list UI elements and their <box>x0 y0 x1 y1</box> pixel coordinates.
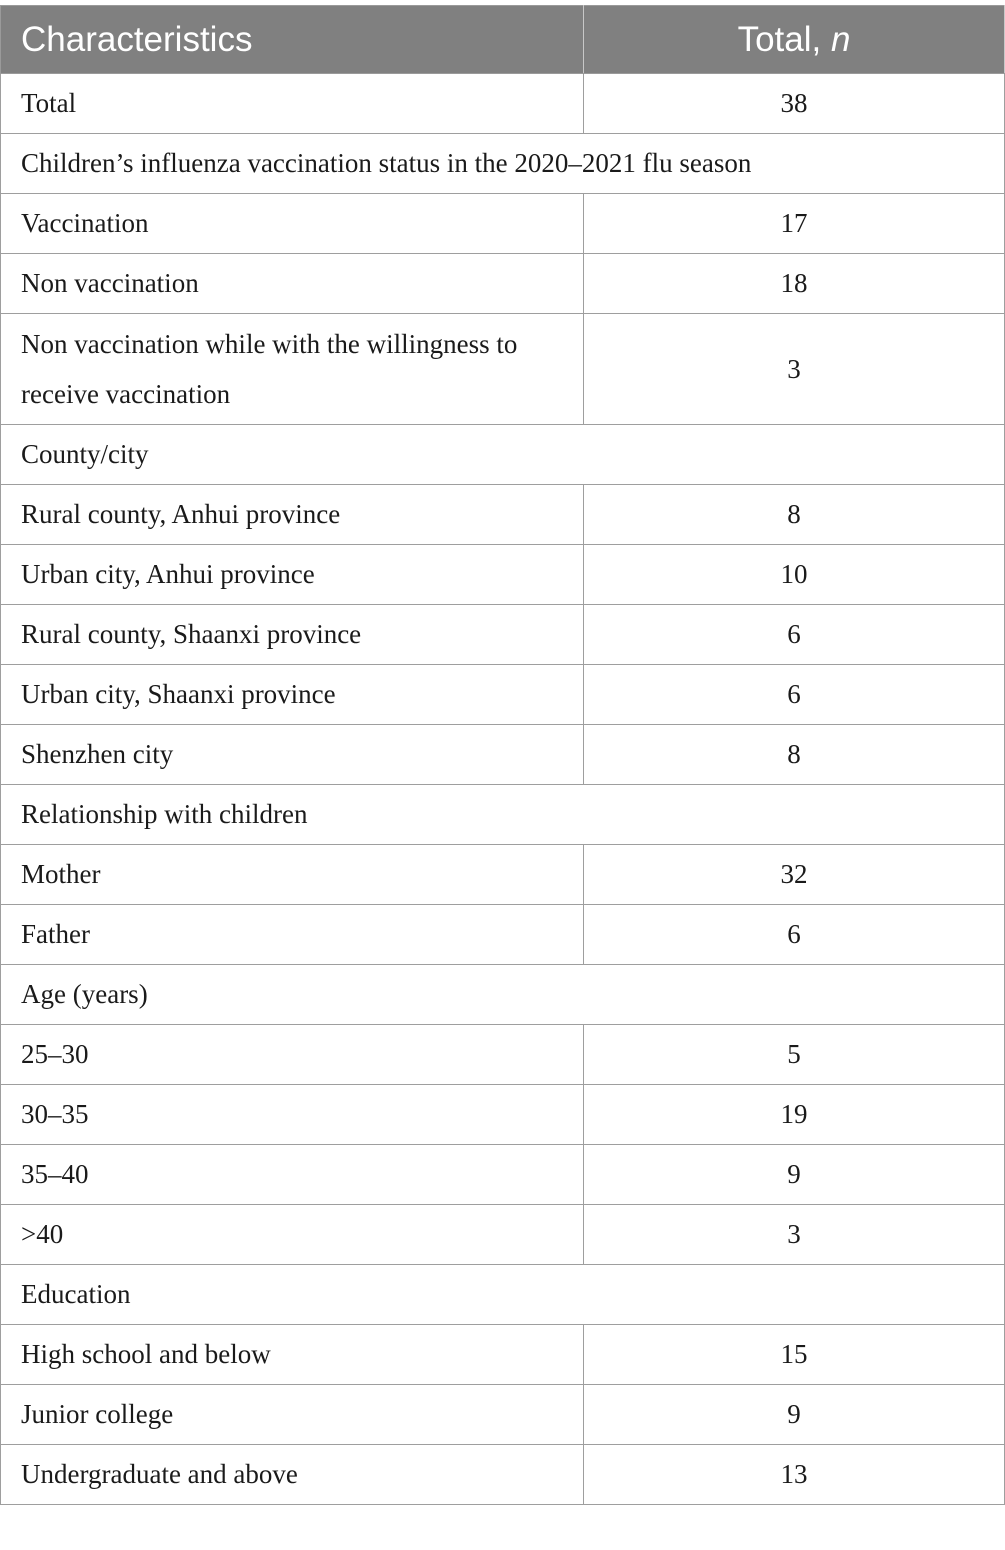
table-row <box>1 1325 1005 1385</box>
row-label: Junior college <box>1 1385 584 1445</box>
table-row <box>1 1385 1005 1445</box>
row-label: Urban city, Anhui province <box>1 545 584 605</box>
row-label: Non vaccination while with the willingness to receive vaccination <box>1 314 584 425</box>
table-row <box>1 1025 1005 1085</box>
row-label: Urban city, Shaanxi province <box>1 665 584 725</box>
row-label: Rural county, Shaanxi province <box>1 605 584 665</box>
row-label: Undergraduate and above <box>1 1445 584 1505</box>
table-row <box>1 665 1005 725</box>
characteristics-table <box>0 5 1005 1505</box>
section-heading: Education <box>1 1265 1005 1325</box>
table-row <box>1 485 1005 545</box>
table-row <box>1 1205 1005 1265</box>
table-row <box>1 1445 1005 1505</box>
row-value: 6 <box>584 605 1005 665</box>
row-value: 6 <box>584 665 1005 725</box>
row-value: 8 <box>584 485 1005 545</box>
row-label: Vaccination <box>1 194 584 254</box>
section-row <box>1 134 1005 194</box>
section-row <box>1 965 1005 1025</box>
table-row <box>1 314 1005 425</box>
row-label: Rural county, Anhui province <box>1 485 584 545</box>
row-value: 3 <box>584 314 1005 425</box>
row-label: Non vaccination <box>1 254 584 314</box>
table-row <box>1 1085 1005 1145</box>
row-label: Total <box>1 74 584 134</box>
section-heading: Children’s influenza vaccination status in the 2020–2021 flu season <box>1 134 1005 194</box>
table-row <box>1 545 1005 605</box>
row-value: 15 <box>584 1325 1005 1385</box>
table-row <box>1 725 1005 785</box>
table-row <box>1 194 1005 254</box>
section-row <box>1 1265 1005 1325</box>
row-label: Shenzhen city <box>1 725 584 785</box>
row-label: Father <box>1 905 584 965</box>
section-row <box>1 425 1005 485</box>
table-row <box>1 1145 1005 1205</box>
row-value: 9 <box>584 1385 1005 1445</box>
row-value: 5 <box>584 1025 1005 1085</box>
header-total-text: Total, <box>737 19 831 59</box>
row-value: 3 <box>584 1205 1005 1265</box>
row-value: 9 <box>584 1145 1005 1205</box>
row-value: 10 <box>584 545 1005 605</box>
header-row <box>1 6 1005 74</box>
table-row <box>1 254 1005 314</box>
row-value: 13 <box>584 1445 1005 1505</box>
row-value: 38 <box>584 74 1005 134</box>
row-label: 25–30 <box>1 1025 584 1085</box>
table-row <box>1 74 1005 134</box>
section-row <box>1 785 1005 845</box>
row-value: 8 <box>584 725 1005 785</box>
header-total-n: n <box>830 19 851 59</box>
header-characteristics: Characteristics <box>1 6 584 74</box>
row-label: Mother <box>1 845 584 905</box>
row-label: 30–35 <box>1 1085 584 1145</box>
header-total <box>584 6 1005 74</box>
table-row <box>1 905 1005 965</box>
section-heading: Age (years) <box>1 965 1005 1025</box>
table-row <box>1 845 1005 905</box>
table-row <box>1 605 1005 665</box>
row-label: High school and below <box>1 1325 584 1385</box>
row-value: 17 <box>584 194 1005 254</box>
row-value: 19 <box>584 1085 1005 1145</box>
row-value: 18 <box>584 254 1005 314</box>
row-value: 32 <box>584 845 1005 905</box>
row-label: 35–40 <box>1 1145 584 1205</box>
row-value: 6 <box>584 905 1005 965</box>
section-heading: County/city <box>1 425 1005 485</box>
row-label: >40 <box>1 1205 584 1265</box>
section-heading: Relationship with children <box>1 785 1005 845</box>
